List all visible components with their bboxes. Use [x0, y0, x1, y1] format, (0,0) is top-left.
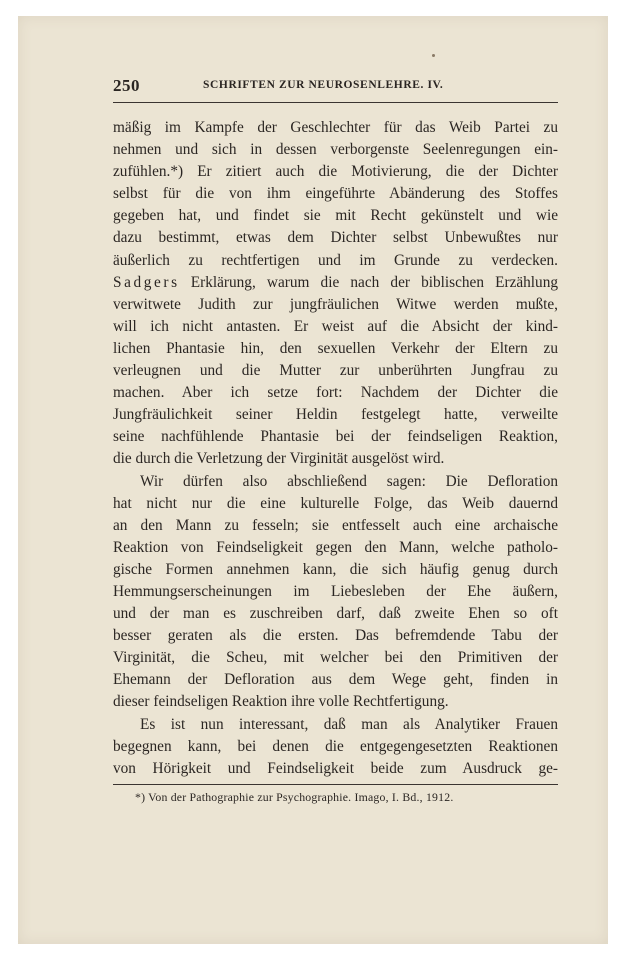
running-head: SCHRIFTEN ZUR NEUROSENLEHRE. IV.	[203, 79, 444, 91]
text-line: seine nachfühlende Phantasie bei der feindseligen Reaktion,	[113, 428, 558, 446]
text-line: und der man es zuschreiben darf, daß zweite Ehen so oft	[113, 605, 558, 623]
text-line: dieser feindseligen Reaktion ihre volle Rechtfertigung.	[113, 693, 449, 711]
text-line: Jungfräulichkeit seiner Heldin festgelegt hatte, verweilte	[113, 406, 558, 424]
text-line: von Hörigkeit und Feindseligkeit beide zum Ausdruck ge-	[113, 759, 558, 777]
text-line: begegnen kann, bei denen die entgegengesetzten Reaktionen	[113, 737, 558, 755]
footnote: *) Von der Pathographie zur Psychographie. Imago, I. Bd., 1912.	[135, 790, 454, 804]
book-page	[18, 16, 608, 944]
text-line: lichen Phantasie hin, den sexuellen Verkehr der Eltern zu	[113, 339, 558, 357]
text-line: will ich nicht antasten. Er weist auf die Absicht der kind-	[113, 317, 558, 335]
author-name-spaced: Sadgers	[113, 273, 180, 291]
text-line: gische Formen annehmen kann, die sich häufig genug durch	[113, 560, 558, 578]
page-header	[113, 76, 558, 103]
text-line: machen. Aber ich setze fort: Nachdem der Dichter die	[113, 384, 558, 402]
text-line: zufühlen.*) Er zitiert auch die Motivierung, die der Dichter	[113, 163, 558, 181]
text-line: besser geraten als die ersten. Das befremdende Tabu der	[113, 627, 558, 645]
footnote-divider	[113, 784, 558, 785]
text-line-rest: Erklärung, warum die nach der biblischen Erzählung	[179, 273, 558, 291]
text-line: dazu bestimmt, etwas dem Dichter selbst Unbewußtes nur	[113, 229, 558, 247]
body-text	[113, 117, 558, 780]
text-line: äußerlich zu rechtfertigen und im Grunde zu verdecken.	[113, 251, 558, 269]
text-line	[113, 272, 558, 294]
paper-speck	[432, 54, 435, 57]
text-line: an den Mann zu fesseln; sie entfesselt auch eine archaische	[113, 516, 558, 534]
text-line: Virginität, die Scheu, mit welcher bei den Primitiven der	[113, 649, 558, 667]
text-line: nehmen und sich in dessen verborgenste Seelenregungen ein-	[113, 141, 558, 159]
page-number: 250	[113, 76, 140, 95]
text-line: verleugnen und die Mutter zur unberührten Jungfrau zu	[113, 362, 558, 380]
text-line: mäßig im Kampfe der Geschlechter für das Weib Partei zu	[113, 119, 558, 136]
text-line: verwitwete Judith zur jungfräulichen Witwe werden mußte,	[113, 295, 558, 313]
text-line: Hemmungserscheinungen im Liebesleben der Ehe äußern,	[113, 582, 558, 600]
paragraph-start: Wir dürfen also abschließend sagen: Die Defloration	[140, 472, 558, 490]
text-line: Ehemann der Defloration aus dem Wege geht, finden in	[113, 671, 558, 689]
text-line: hat nicht nur die eine kulturelle Folge, das Weib dauernd	[113, 494, 558, 512]
text-line: gegeben hat, und findet sie mit Recht gekünstelt und wie	[113, 207, 558, 225]
paragraph-start: Es ist nun interessant, daß man als Analytiker Frauen	[140, 715, 558, 733]
text-line: selbst für die von ihm eingeführte Abänderung des Stoffes	[113, 185, 558, 203]
text-line: Reaktion von Feindseligkeit gegen den Mann, welche patholo-	[113, 538, 558, 556]
text-line: die durch die Verletzung der Virginität ausgelöst wird.	[113, 450, 445, 468]
